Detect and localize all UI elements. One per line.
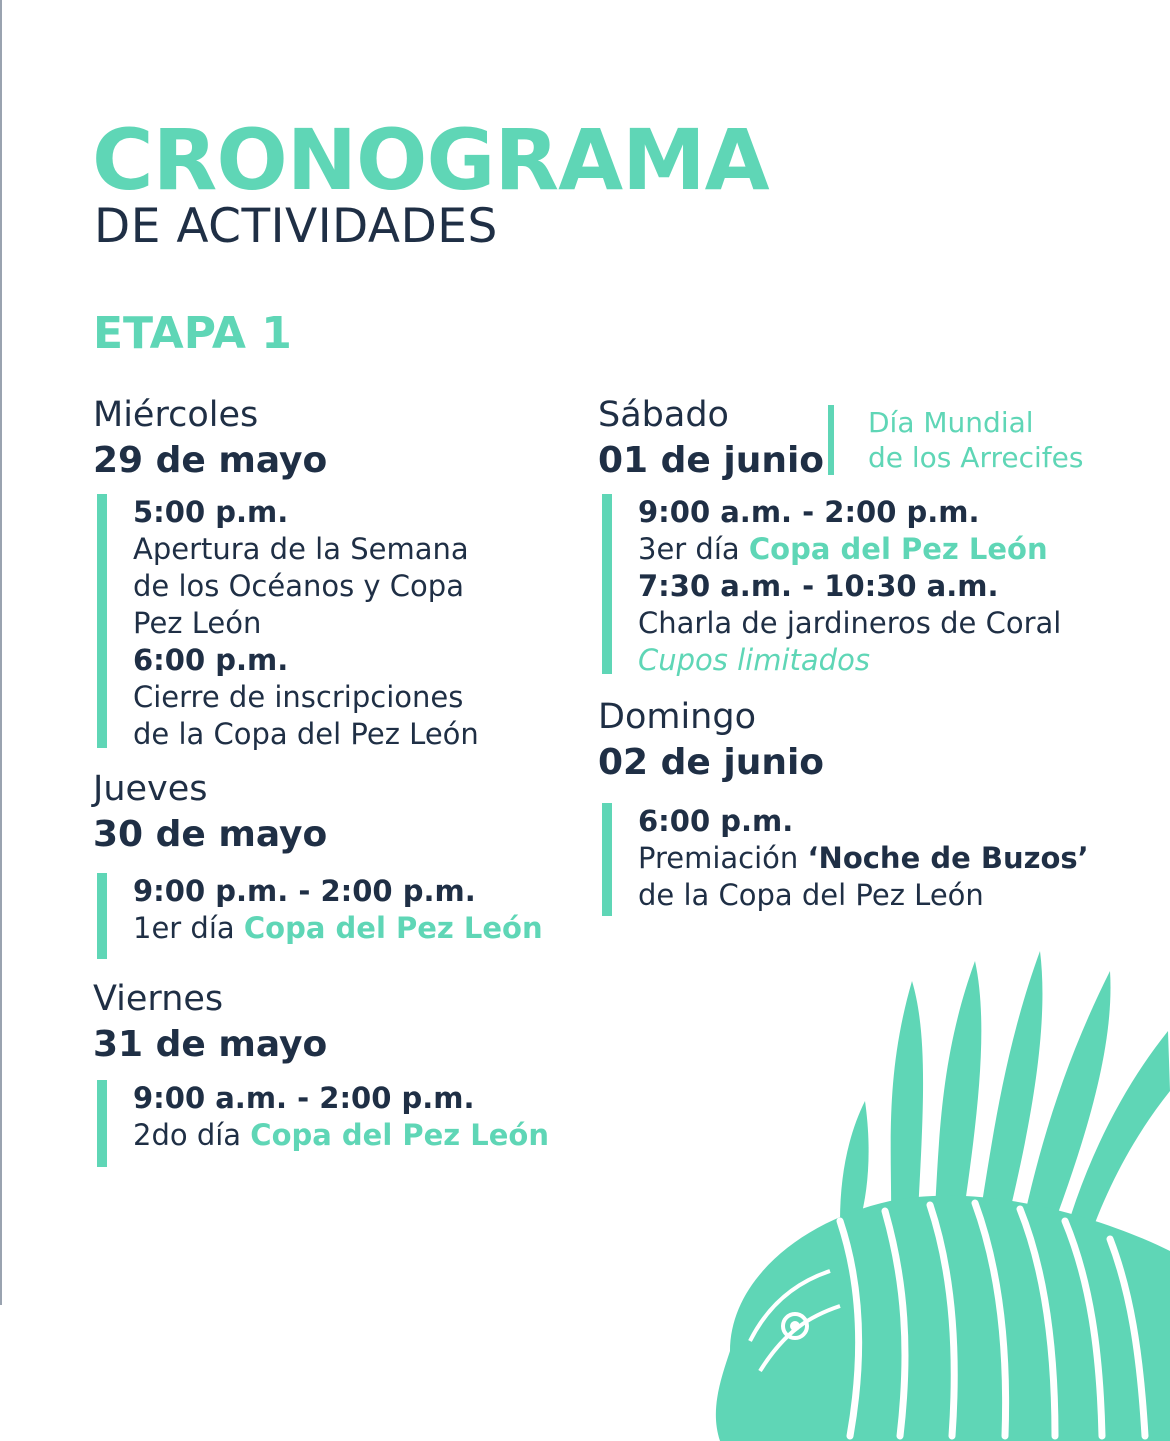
event-time: 9:00 a.m. - 2:00 p.m. <box>133 1081 475 1115</box>
event-desc-line: Pez León <box>133 606 262 640</box>
note-line: Día Mundial <box>868 406 1034 439</box>
event-prefix: 3er día <box>638 532 749 566</box>
event-prefix: 2do día <box>133 1118 251 1152</box>
event-desc-line <box>133 1117 549 1154</box>
special-day-note <box>828 405 1083 475</box>
day-header-friday <box>93 976 327 1068</box>
event-time: 5:00 p.m. <box>133 495 289 529</box>
day-date: 01 de junio <box>598 440 825 481</box>
day-header-thursday <box>93 766 327 858</box>
event-prefix: 1er día <box>133 911 244 945</box>
day-header-sunday <box>598 694 824 786</box>
event-bold-title: ‘Noche de Buzos’ <box>807 841 1089 875</box>
event-item <box>97 873 543 947</box>
day-weekday: Viernes <box>93 979 224 1019</box>
accent-bar <box>602 803 612 916</box>
day-date: 29 de mayo <box>93 440 328 481</box>
event-time: 9:00 a.m. - 2:00 p.m. <box>638 495 980 529</box>
event-highlight: Copa del Pez León <box>748 532 1048 566</box>
lionfish-illustration <box>690 921 1170 1441</box>
day-weekday: Domingo <box>598 697 756 737</box>
event-desc-line <box>638 531 1061 568</box>
events-thursday <box>97 873 543 959</box>
accent-bar <box>602 494 612 674</box>
page-subtitle: DE ACTIVIDADES <box>94 199 498 254</box>
page-title: CRONOGRAMA <box>92 111 769 209</box>
event-item <box>97 494 479 753</box>
event-item <box>602 803 1089 914</box>
event-desc-line: de los Océanos y Copa <box>133 569 464 603</box>
events-saturday <box>602 494 1062 677</box>
note-line: de los Arrecifes <box>868 441 1084 474</box>
event-note-italic: Cupos limitados <box>638 643 870 677</box>
event-desc-line: de la Copa del Pez León <box>638 878 984 912</box>
event-desc-line <box>638 840 1089 877</box>
events-sunday <box>602 803 1089 916</box>
left-edge-line <box>0 0 2 1305</box>
event-desc-line: de la Copa del Pez León <box>133 717 479 751</box>
events-friday <box>97 1080 549 1167</box>
event-item <box>602 494 1061 679</box>
event-time: 6:00 p.m. <box>638 804 794 838</box>
day-date: 31 de mayo <box>93 1024 328 1065</box>
accent-bar <box>97 1080 107 1167</box>
event-time: 6:00 p.m. <box>133 643 289 677</box>
day-header-saturday <box>598 392 824 484</box>
day-date: 02 de junio <box>598 742 825 783</box>
day-weekday: Jueves <box>93 769 208 809</box>
day-weekday: Sábado <box>598 395 729 435</box>
event-desc-line <box>133 910 543 947</box>
accent-bar <box>97 494 107 748</box>
day-date: 30 de mayo <box>93 814 328 855</box>
day-weekday: Miércoles <box>93 395 259 435</box>
event-desc-line: Charla de jardineros de Coral <box>638 606 1062 640</box>
stage-heading: ETAPA 1 <box>93 308 292 359</box>
event-highlight: Copa del Pez León <box>243 911 543 945</box>
event-time: 7:30 a.m. - 10:30 a.m. <box>638 569 999 603</box>
day-header-wednesday <box>93 392 327 484</box>
event-item <box>97 1080 549 1154</box>
event-prefix: Premiación <box>638 841 808 875</box>
event-highlight: Copa del Pez León <box>250 1118 549 1152</box>
event-desc-line: Apertura de la Semana <box>133 532 469 566</box>
event-time: 9:00 p.m. - 2:00 p.m. <box>133 874 476 908</box>
event-desc-line: Cierre de inscripciones <box>133 680 464 714</box>
accent-bar <box>97 873 107 959</box>
events-wednesday <box>97 494 479 751</box>
